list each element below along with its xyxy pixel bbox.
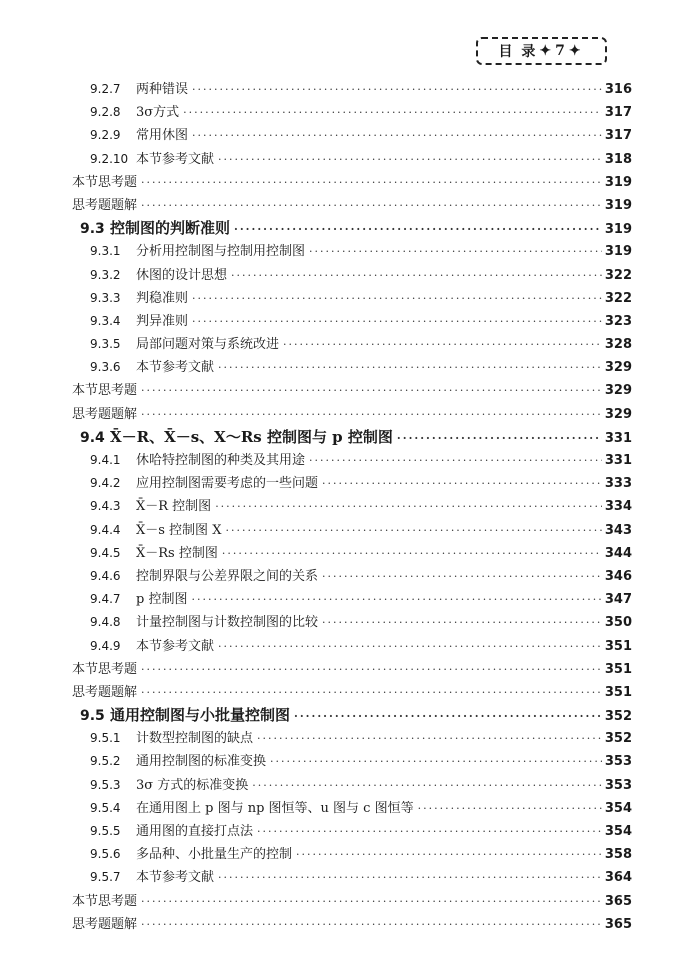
toc-dot-leader [192,124,602,147]
star-ornament-icon: ✦ [568,43,583,59]
toc-page-number: 353 [604,777,632,793]
toc-dot-leader [218,635,602,658]
toc-subsection-row [72,866,632,889]
toc-entry-number: 9.5.1 [90,731,121,746]
toc-subsection-row [72,542,632,565]
toc-dot-leader [225,519,602,542]
toc-entry-title: 通用图的直接打点法 [136,824,254,839]
toc-dot-leader [257,727,602,750]
toc-entry-number: 9.2.10 [90,151,129,166]
toc-subsection-row [72,588,632,611]
toc-dot-leader [270,750,602,773]
toc-dot-leader [141,913,602,936]
toc-entry-title: 分析用控制图与控制用控制图 [136,244,306,260]
toc-page-number: 344 [604,545,632,561]
toc-entry-number: 9.2.8 [90,105,121,120]
toc-entry-number: 9.2.7 [90,82,121,96]
toc-page-number: 350 [604,615,632,631]
toc-misc-row [72,681,632,704]
toc-page-number: 329 [604,383,632,399]
toc-dot-leader [183,101,602,124]
toc-dot-leader [283,333,602,356]
toc-page-number: 319 [604,244,632,260]
toc-section-row [72,704,632,727]
toc-entry-title: 局部问题对策与系统改进 [136,337,280,353]
toc-entry-number: 9.3.3 [90,290,121,305]
toc-page-number: 322 [604,290,632,306]
toc-page-number: 346 [604,568,632,584]
toc-entry-number: 9.4 [80,429,105,446]
toc-dot-leader [141,171,602,194]
toc-section-row [72,426,632,449]
toc-page-number: 331 [604,430,632,446]
toc-entry-title: 本节思考题 [72,893,138,909]
toc-misc-row [72,403,632,426]
toc-page-number: 352 [604,709,632,725]
toc-page-number: 319 [604,197,632,213]
toc-dot-leader [418,797,602,820]
toc-dot-leader [322,611,602,634]
toc-entry-number: 9.5.2 [90,754,121,769]
toc-entry-number: 9.3.4 [90,313,121,328]
toc-misc-row [72,658,632,681]
toc-page-number: 334 [604,499,632,515]
toc-page-number: 358 [604,847,632,863]
toc-entry-title: 本节参考文献 [136,870,215,886]
toc-entry-title: p 控制图 [136,592,188,608]
toc-entry-number: 9.4.9 [90,638,121,653]
toc-entry-title: 计量控制图与计数控制图的比较 [136,615,319,631]
toc-entry-number: 9.2.9 [90,128,121,143]
toc-entry-number: 9.4.8 [90,615,121,630]
header-title: 目 录 [498,44,538,60]
toc-entry-title: 通用控制图的标准变换 [136,754,267,770]
toc-subsection-row [72,727,632,750]
toc-entry-title: X̄－Rs 控制图 [136,545,218,561]
toc-entry-number: 9.3 [80,221,105,238]
toc-subsection-row [72,635,632,658]
toc-page-number: 343 [604,522,632,538]
toc-section-row [72,217,632,240]
toc-dot-leader [322,472,602,495]
toc-entry-title: 在通用图上 p 图与 np 图恒等、u 图与 c 图恒等 [136,800,414,816]
toc-misc-row [72,194,632,217]
toc-page-number: 323 [604,313,632,329]
toc-dot-leader [218,148,602,171]
toc-subsection-row [72,356,632,379]
toc-entry-title: 常用休图 [136,128,189,144]
toc-dot-leader [309,449,602,472]
toc-dot-leader [192,78,602,101]
toc-entry-title: X̄－s 控制图 X [136,522,222,538]
toc-entry-number: 9.3.5 [90,337,121,352]
toc-page-number: 347 [604,592,632,608]
toc-misc-row [72,171,632,194]
toc-page-number: 333 [604,476,632,492]
toc-dot-leader [141,403,602,426]
toc-entry-title: 本节思考题 [72,383,138,399]
toc-page-number: 351 [604,684,632,700]
toc-subsection-row [72,472,632,495]
toc-subsection-row [72,310,632,333]
toc-entry-number: 9.3.2 [90,267,121,282]
toc-page-number: 316 [604,82,632,97]
toc-entry-title: 本节思考题 [72,174,138,190]
toc-dot-leader [252,774,602,797]
toc-entry-number: 9.4.6 [90,568,121,583]
toc-entry-title: 休图的设计思想 [136,267,228,283]
toc-entry-number: 9.5.4 [90,800,121,815]
toc-subsection-row [72,78,632,101]
table-of-contents [72,78,632,936]
toc-entry-number: 9.3.6 [90,360,121,375]
toc-entry-title: 本节思考题 [72,661,138,677]
toc-entry-title: 两种错误 [136,82,189,97]
toc-page-number: 331 [604,453,632,468]
toc-dot-leader [191,588,602,611]
toc-page-number: 353 [604,754,632,770]
toc-entry-title: 思考题题解 [72,684,138,700]
toc-entry-title: 判异准则 [136,313,189,329]
toc-page-number: 354 [604,800,632,816]
toc-subsection-row [72,124,632,147]
toc-entry-number: 9.5 [80,708,105,725]
toc-subsection-row [72,148,632,171]
toc-subsection-row [72,495,632,518]
page-header-box [476,37,607,65]
toc-entry-title: 计数型控制图的缺点 [136,731,254,747]
toc-entry-number: 9.5.3 [90,777,121,792]
toc-subsection-row [72,287,632,310]
toc-dot-leader [322,565,602,588]
toc-entry-title: 本节参考文献 [136,151,215,167]
toc-subsection-row [72,333,632,356]
toc-dot-leader [294,705,602,728]
toc-dot-leader [141,890,602,913]
toc-entry-title: 本节参考文献 [136,360,215,376]
toc-dot-leader [397,427,602,450]
toc-page-number: 329 [604,360,632,376]
toc-entry-number: 9.5.7 [90,870,121,885]
toc-entry-number: 9.4.1 [90,453,121,467]
toc-entry-number: 9.4.5 [90,545,121,560]
toc-subsection-row [72,101,632,124]
toc-misc-row [72,913,632,936]
toc-page-number: 364 [604,870,632,886]
toc-entry-number: 9.5.5 [90,824,121,838]
toc-subsection-row [72,774,632,797]
header-page-number: 7 [555,43,567,59]
toc-entry-number: 9.3.1 [90,244,121,259]
toc-page-number: 319 [604,174,632,190]
toc-subsection-row [72,519,632,542]
toc-dot-leader [141,194,602,217]
toc-entry-title: 应用控制图需要考虑的一些问题 [136,476,319,492]
toc-entry-title: 控制界限与公差界限之间的关系 [136,568,319,584]
toc-subsection-row [72,750,632,773]
toc-dot-leader [231,264,602,287]
toc-entry-title: 思考题题解 [72,406,138,422]
toc-entry-number: 9.4.2 [90,476,121,491]
toc-dot-leader [141,658,602,681]
toc-entry-title: 本节参考文献 [136,638,215,654]
toc-page-number: 365 [604,916,632,932]
toc-misc-row [72,890,632,913]
toc-subsection-row [72,611,632,634]
star-ornament-icon: ✦ [539,43,554,59]
toc-entry-title: 多品种、小批量生产的控制 [136,847,293,863]
toc-entry-title: 思考题题解 [72,916,138,932]
toc-subsection-row [72,843,632,866]
toc-dot-leader [234,218,602,241]
toc-dot-leader [296,843,602,866]
toc-dot-leader [215,495,602,518]
toc-dot-leader [218,866,602,889]
toc-entry-title: X̄－R、X̄－s、X～Rs 控制图与 p 控制图 [110,427,393,446]
toc-misc-row [72,379,632,402]
toc-entry-title: 3σ方式 [136,105,180,121]
toc-dot-leader [218,356,602,379]
toc-entry-title: 思考题题解 [72,197,138,213]
toc-dot-leader [257,820,602,843]
toc-page-number: 329 [604,406,632,422]
toc-entry-number: 9.4.7 [90,592,121,607]
toc-dot-leader [192,310,602,333]
toc-entry-number: 9.4.4 [90,522,121,537]
toc-entry-title: 控制图的判断准则 [110,219,231,238]
toc-page-number: 322 [604,267,632,283]
toc-subsection-row [72,565,632,588]
toc-entry-title: 休哈特控制图的种类及其用途 [136,453,306,468]
toc-page-number: 318 [604,151,632,167]
toc-page-number: 319 [604,222,632,238]
toc-dot-leader [141,379,602,402]
toc-page-number: 351 [604,638,632,654]
toc-page-number: 351 [604,661,632,677]
toc-subsection-row [72,264,632,287]
toc-entry-title: 判稳准则 [136,290,189,306]
toc-page-number: 317 [604,105,632,121]
toc-entry-number: 9.5.6 [90,847,121,862]
toc-subsection-row [72,797,632,820]
toc-entry-title: 3σ 方式的标准变换 [136,777,249,793]
toc-subsection-row [72,449,632,472]
toc-entry-title: 通用控制图与小批量控制图 [110,706,291,725]
toc-entry-number: 9.4.3 [90,499,121,514]
toc-page-number: 328 [604,337,632,353]
toc-dot-leader [309,240,602,263]
toc-page-number: 365 [604,893,632,909]
toc-dot-leader [141,681,602,704]
toc-page-number: 317 [604,128,632,144]
toc-dot-leader [222,542,602,565]
toc-page-number: 354 [604,824,632,839]
toc-entry-title: X̄－R 控制图 [136,499,212,515]
toc-subsection-row [72,820,632,843]
toc-page-number: 352 [604,731,632,747]
toc-dot-leader [192,287,602,310]
toc-subsection-row [72,240,632,263]
